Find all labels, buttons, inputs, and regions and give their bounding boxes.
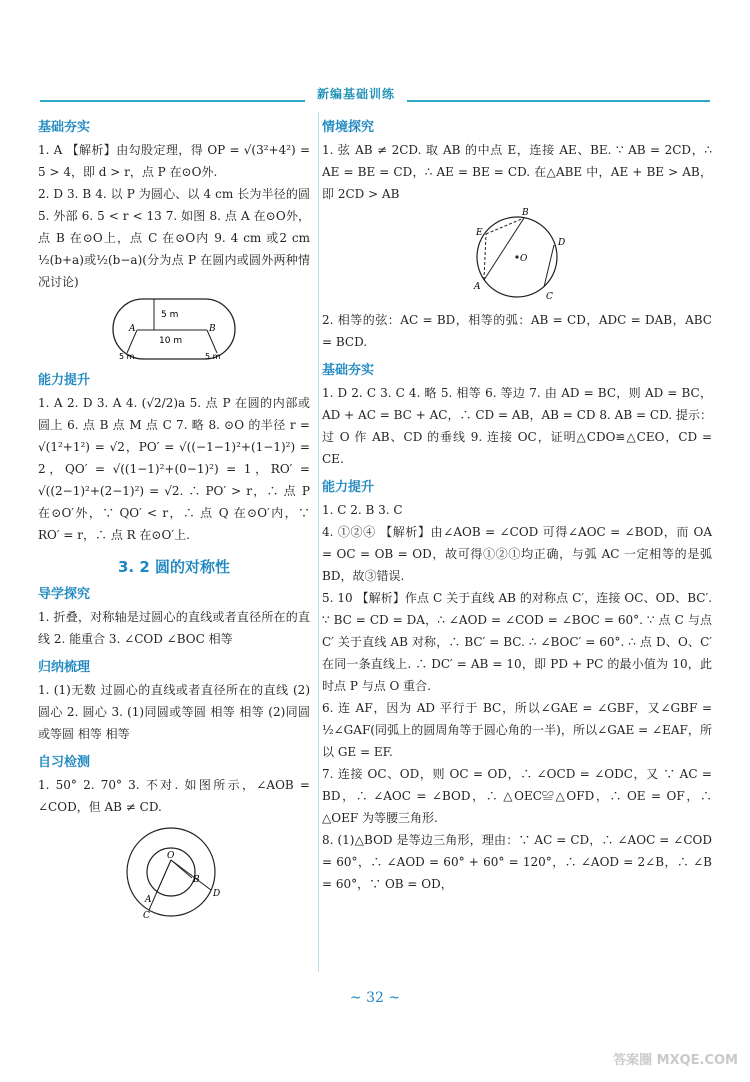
fig-point-b: B [522, 208, 529, 218]
section-title: 自习检测 [38, 755, 91, 770]
section-title: 归纳梳理 [38, 660, 91, 675]
section-title: 基础夯实 [322, 363, 375, 378]
page-header [40, 85, 710, 105]
fig-label: 5 m [119, 352, 135, 361]
section-title: 能力提升 [38, 373, 91, 388]
watermark: 答案圈 MXQE.COM [613, 1053, 738, 1068]
circle-chords-figure [462, 207, 572, 307]
answer-text: 1. 折叠，对称轴是过圆心的直线或者直径所在的直线 2. 能重合 3. ∠COD ∠BOC 相等 [38, 610, 310, 646]
answer-text: 2. 相等的弦：AC = BD，相等的弧：AB = CD，ADC = DAB，ABC = BCD. [322, 313, 712, 349]
section-title: 能力提升 [322, 480, 375, 495]
fig-point-d: D [558, 238, 566, 248]
answer-text: 1. D 2. C 3. C 4. 略 5. 相等 6. 等边 7. 由 AD = BC，则 AD = BC，AD + AC = BC + AC，∴ CD = AB，AB = CD 8. AB = CD. 提示：过 O 作 AB、CD 的垂线 9. 连接 OC，证明△CDO≌△CEO，CD = CE. [322, 386, 712, 466]
fig-point-a: A [474, 282, 481, 292]
chapter-title: 3. 2 圆的对称性 [117, 558, 231, 576]
track-figure [109, 295, 239, 363]
fig-point-o: O [167, 851, 175, 861]
answer-text: 5. 10 【解析】作点 C 关于直线 AB 的对称点 C′，连接 OC、OD、BC′. ∵ BC = CD = DA，∴ ∠AOD = ∠COD = ∠BOC = 60°. ∵ 点 C 与点 C′ 关于直线 AB 对称，∴ BC′ = BC. ∴ ∠BOC′ = 60°. ∴ 点 D、O、C′ 在同一条直线上. ∴ DC′ = AB = 10，即 PD + PC 的最小值为 10，此时点 P 与点 O 重合. [322, 591, 712, 693]
left-column [38, 110, 310, 922]
answer-text: 1. A 2. D 3. A 4. (√2/2)a 5. 点 P 在圆的内部或圆上 6. 点 B 点 M 点 C 7. 略 8. ⊙O 的半径 r = √(1²+1²) = √2，PO′ = √((−1−1)²+(1−1)²) = 2，QO′ = √((1−1)²+(0−1)²) = 1，RO′ = √((2−1)²+(2−1)²) = √2. ∴ PO′ > r，∴ 点 P 在⊙O′外，∵ QO′ < r，∴ 点 Q 在⊙O′内，∵ RO′ = r，∴ 点 R 在⊙O′上. [38, 396, 310, 542]
answer-text: 1. 弦 AB ≠ 2CD. 取 AB 的中点 E，连接 AE、BE. ∵ AB = 2CD，∴ AE = BE = CD，∴ AE = BE = CD. 在△ABE 中，AE + BE > AB，即 2CD > AB [322, 143, 712, 201]
answer-text: 8. (1)△BOD 是等边三角形，理由：∵ AC = CD，∴ ∠AOC = ∠COD = 60°，∴ ∠AOD = 60° + 60° = 120°，∴ ∠AOD = 2∠B，∴ ∠B = 60°，∵ OB = OD， [322, 833, 712, 891]
fig-point-b: B [193, 875, 200, 885]
answer-text: 1. 50° 2. 70° 3. 不对. 如图所示，∠AOB = ∠COD，但 AB ≠ CD. [38, 778, 310, 814]
section-title: 导学探究 [38, 587, 91, 602]
fig-label: 5 m [161, 310, 179, 320]
column-divider [318, 112, 319, 972]
fig-label: 5 m [205, 352, 221, 361]
fig-label: 10 m [159, 336, 183, 346]
answer-text: 4. ①②④ 【解析】由∠AOB = ∠COD 可得∠AOC = ∠BOD，而 OA = OC = OB = OD，故可得①②①均正确，与弧 AC 一定相等的是弧 BD，故③错误. [322, 525, 712, 583]
header-title: 新编基础训练 [305, 85, 407, 102]
fig-point-c: C [546, 292, 553, 302]
fig-point-c: C [143, 911, 150, 920]
answer-text: 2. D 3. B 4. 以 P 为圆心、以 4 cm 长为半径的圆 5. 外部 6. 5 < r < 13 7. 如图 8. 点 A 在⊙O外，点 B 在⊙O上，点 C 在⊙O内 9. 4 cm 或2 cm ½(b+a)或½(b−a)(分为点 P 在圆内或圆外两种情况讨论) [38, 187, 310, 289]
answer-text: 6. 连 AF，因为 AD 平行于 BC，所以∠GAE = ∠GBF，又∠GBF = ½∠GAF(同弧上的圆周角等于圆心角的一半)，所以∠GAE = ∠EAF，所以 GE = EF. [322, 701, 712, 759]
fig-point-a: A [145, 895, 152, 905]
answer-text: 1. C 2. B 3. C [322, 503, 403, 517]
fig-point-b: B [209, 324, 216, 334]
right-column [322, 110, 712, 895]
fig-point-a: A [129, 324, 136, 334]
section-title: 基础夯实 [38, 120, 91, 135]
fig-point-d: D [213, 889, 221, 899]
fig-point-e: E [476, 228, 483, 238]
section-title: 情境探究 [322, 120, 375, 135]
page-number: ~ 32 ~ [349, 990, 401, 1006]
fig-point-o: O [520, 254, 528, 264]
concentric-circles-figure [119, 820, 229, 920]
answer-text: 1. (1)无数 过圆心的直线或者直径所在的直线 (2)圆心 2. 圆心 3. (1)同圆或等圆 相等 相等 (2)同圆或等圆 相等 相等 [38, 683, 310, 741]
answer-text: 7. 连接 OC、OD，则 OC = OD，∴ ∠OCD = ∠ODC，又 ∵ AC = BD，∴ ∠AOC = ∠BOD，∴ △OEC≌△OFD，∴ OE = OF，∴ △OEF 为等腰三角形. [322, 767, 712, 825]
answer-text: 1. A 【解析】由勾股定理，得 OP = √(3²+4²) = 5 > 4，即 d > r，点 P 在⊙O外. [38, 143, 310, 179]
